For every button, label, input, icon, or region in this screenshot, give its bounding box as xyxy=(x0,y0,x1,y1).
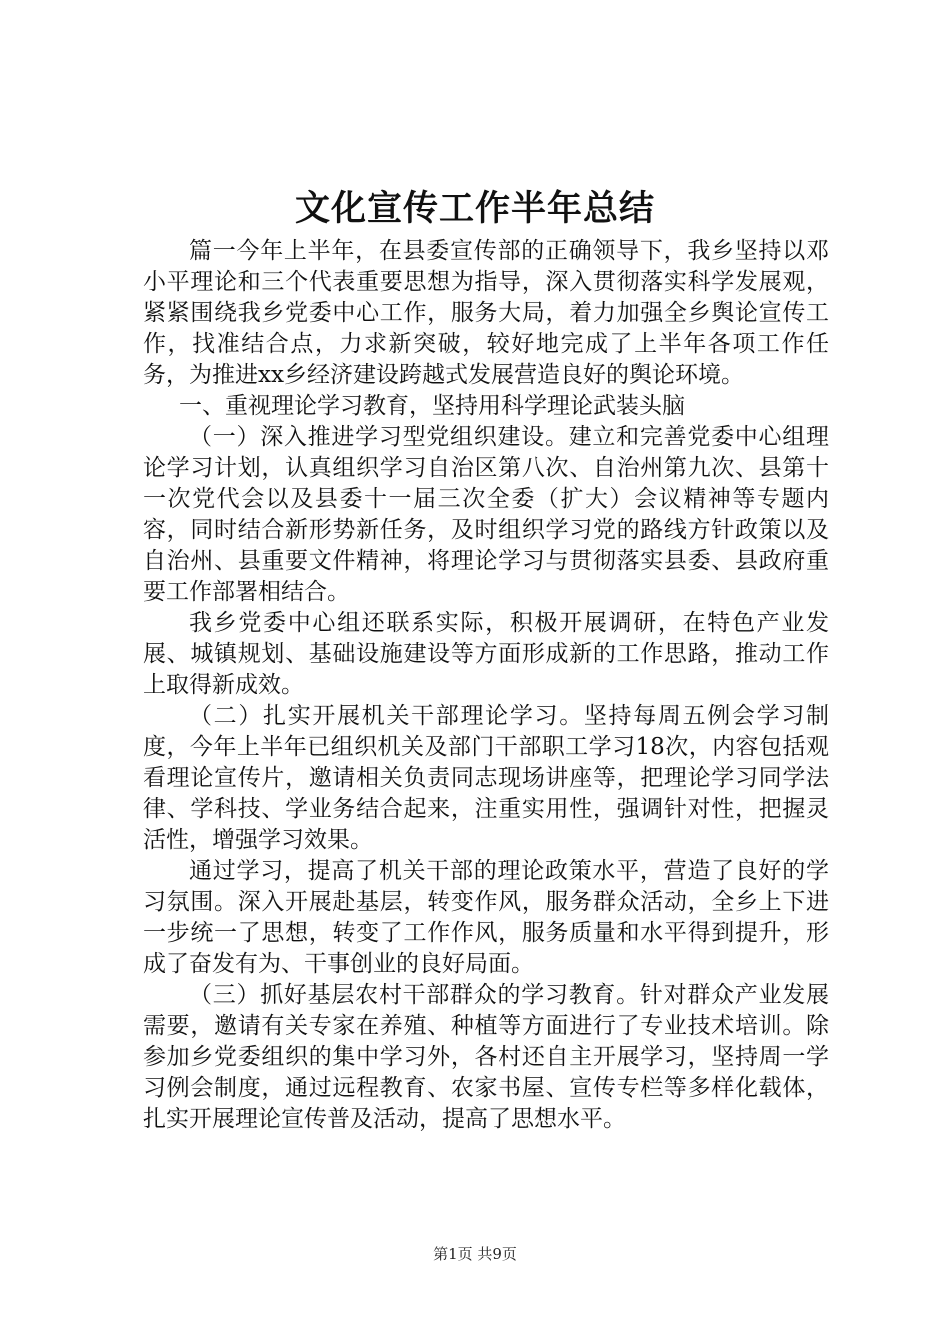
section-heading-1: 一、重视理论学习教育，坚持用科学理论武装头脑 xyxy=(179,393,685,419)
paragraph-item-1: （一）深入推进学习型党组织建设。建立和完善党委中心组理论学习计划，认真组织学习自治区第八次、自治州第九次、县第十一次党代会以及县委十一届三次全委（扩大）会议精神等专题内容，同时结合新形势新任务，及时组织学习党的路线方针政策以及自治州、县重要文件精神，将理论学习与贯彻落实县委、县政府重要工作部署相结合。 xyxy=(143,424,829,605)
paragraph-item-1-followup: 我乡党委中心组还联系实际，积极开展调研，在特色产业发展、城镇规划、基础设施建设等方面形成新的工作思路，推动工作上取得新成效。 xyxy=(143,610,829,698)
paragraph-item-2-followup: 通过学习，提高了机关干部的理论政策水平，营造了良好的学习氛围。深入开展赴基层，转变作风，服务群众活动，全乡上下进一步统一了思想，转变了工作作风，服务质量和水平得到提升，形成了奋发有为、干事创业的良好局面。 xyxy=(143,858,829,977)
paragraph-item-3: （三）抓好基层农村干部群众的学习教育。针对群众产业发展需要，邀请有关专家在养殖、种植等方面进行了专业技术培训。除参加乡党委组织的集中学习外，各村还自主开展学习，坚持周一学习例会制度，通过远程教育、农家书屋、宣传专栏等多样化载体，扎实开展理论宣传普及活动，提高了思想水平。 xyxy=(143,982,829,1132)
document-body xyxy=(143,236,829,1135)
page-title: 文化宣传工作半年总结 xyxy=(294,188,655,229)
paragraph-item-2: （二）扎实开展机关干部理论学习。坚持每周五例会学习制度，今年上半年已组织机关及部门干部职工学习18次，内容包括观看理论宣传片，邀请相关负责同志现场讲座等，把理论学习同学法律、学科技、学业务结合起来，注重实用性，强调针对性，把握灵活性，增强学习效果。 xyxy=(143,703,829,853)
page-footer: 第1页 共9页 xyxy=(433,1245,517,1263)
paragraph-intro: 篇一今年上半年，在县委宣传部的正确领导下，我乡坚持以邓小平理论和三个代表重要思想为指导，深入贯彻落实科学发展观，紧紧围绕我乡党委中心工作，服务大局，着力加强全乡舆论宣传工作，找准结合点，力求新突破，较好地完成了上半年各项工作任务，为推进xx乡经济建设跨越式发展营造良好的舆论环境。 xyxy=(143,238,829,388)
